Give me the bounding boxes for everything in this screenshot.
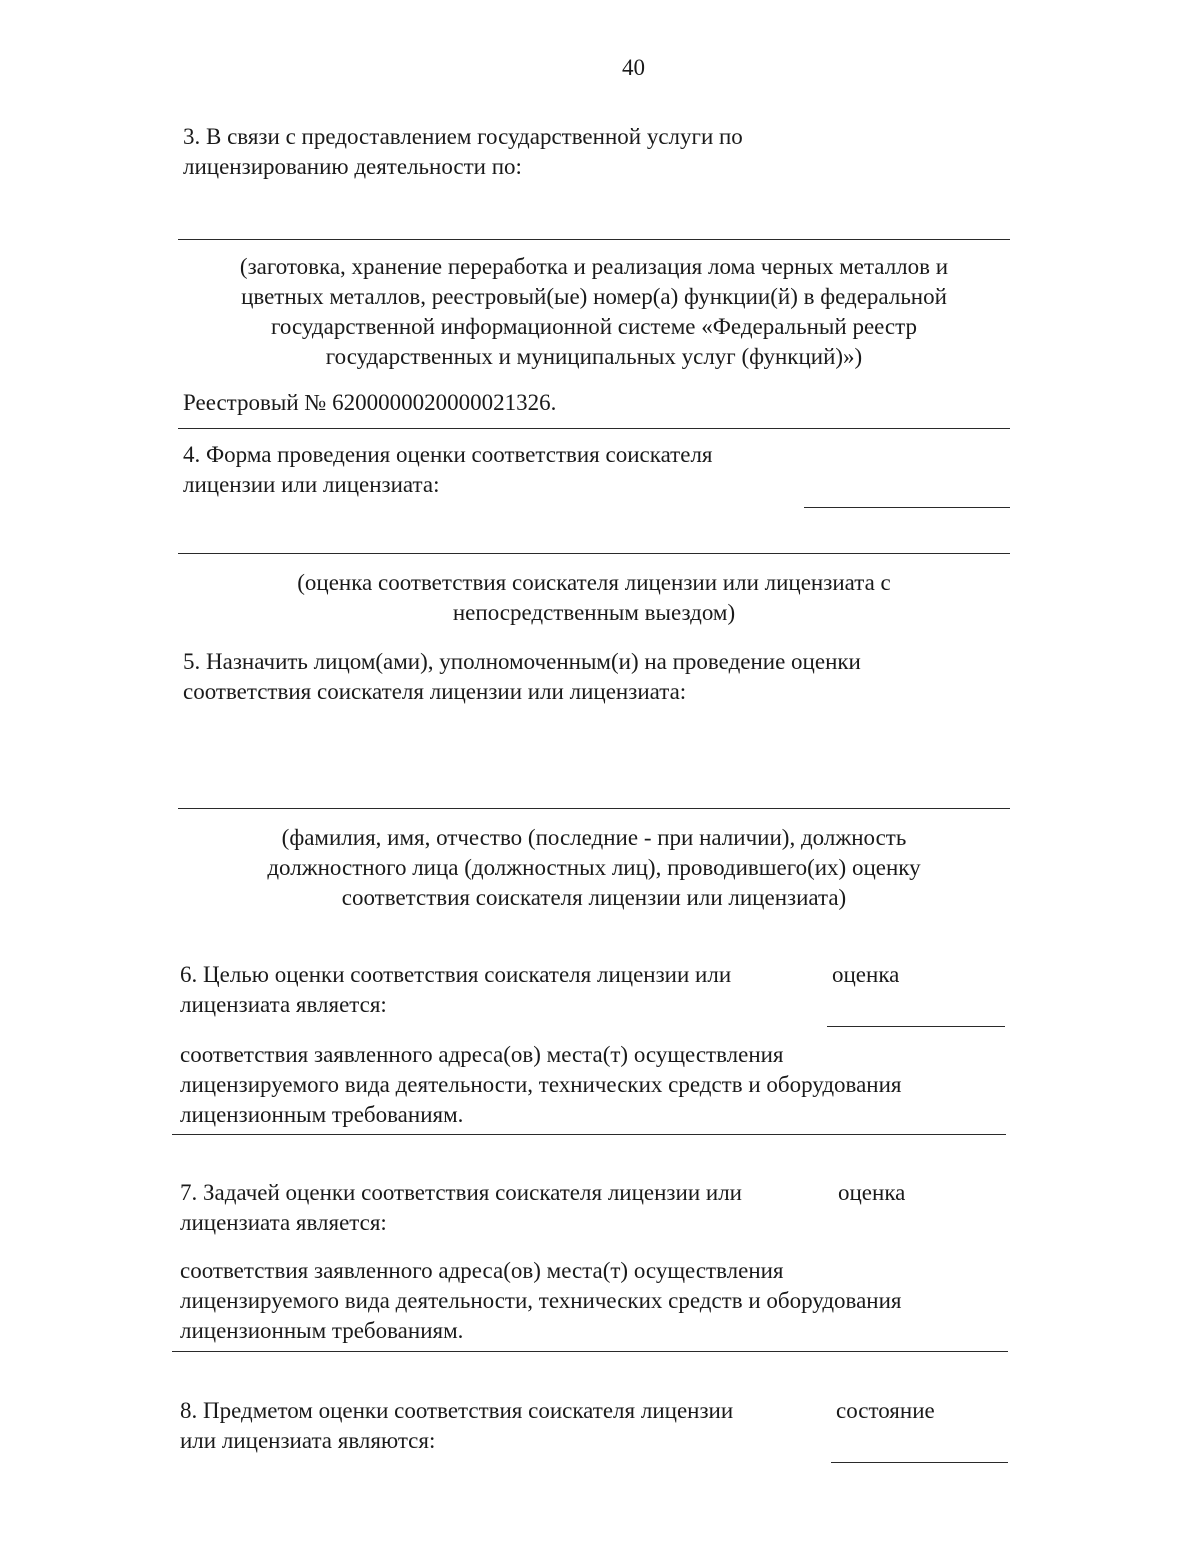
section-6-answer-start: оценка <box>832 962 900 987</box>
section-3-caption-line-3: государственной информационной системе «Федеральный реестр <box>271 314 917 339</box>
section-6-answer-line-1: соответствия заявленного адреса(ов) места(т) осуществления <box>180 1042 784 1067</box>
section-7-fill-line <box>172 1351 1008 1352</box>
section-5-heading-line-1: 5. Назначить лицом(ами), уполномоченным(и) на проведение оценки <box>183 649 861 674</box>
section-6-answer-line-2: лицензируемого вида деятельности, технических средств и оборудования <box>180 1072 902 1097</box>
section-7-heading-line-1: 7. Задачей оценки соответствия соискателя лицензии или <box>180 1180 742 1205</box>
section-7-answer-start: оценка <box>838 1180 906 1205</box>
section-3-heading-line-1: 3. В связи с предоставлением государственной услуги по <box>183 124 743 149</box>
section-4-caption-line-2: непосредственным выездом) <box>452 600 736 625</box>
section-7-heading-line-2: лицензиата является: <box>180 1210 387 1235</box>
section-6-heading-line-2: лицензиата является: <box>180 992 387 1017</box>
section-6-fill-line <box>172 1134 1006 1135</box>
section-6-heading-line-1: 6. Целью оценки соответствия соискателя лицензии или <box>180 962 732 987</box>
page-number: 40 <box>622 55 645 80</box>
section-8-short-fill-line <box>831 1462 1008 1463</box>
section-7-answer-line-3: лицензионным требованиям. <box>180 1318 464 1343</box>
registry-number: Реестровый № 6200000020000021326. <box>183 390 557 415</box>
section-3-caption-line-4: государственных и муниципальных услуг (функций)») <box>325 344 863 369</box>
section-4-fill-line <box>178 553 1010 554</box>
section-6-answer-line-3: лицензионным требованиям. <box>180 1102 464 1127</box>
registry-underline <box>178 428 1010 429</box>
section-5-caption-line-3: соответствия соискателя лицензии или лицензиата) <box>341 885 847 910</box>
section-3-heading-line-2: лицензированию деятельности по: <box>183 154 522 179</box>
section-6-short-fill-line <box>827 1026 1005 1027</box>
section-4-heading-line-2: лицензии или лицензиата: <box>183 472 440 497</box>
section-5-fill-line <box>178 808 1010 809</box>
section-4-short-fill-line <box>804 507 1010 508</box>
section-8-answer-start: состояние <box>836 1398 935 1423</box>
section-5-caption-line-1: (фамилия, имя, отчество (последние - при наличии), должность <box>281 825 907 850</box>
section-4-heading-line-1: 4. Форма проведения оценки соответствия соискателя <box>183 442 713 467</box>
section-3-caption-line-1: (заготовка, хранение переработка и реализация лома черных металлов и <box>239 254 949 279</box>
section-7-answer-line-1: соответствия заявленного адреса(ов) места(т) осуществления <box>180 1258 784 1283</box>
section-3-caption-line-2: цветных металлов, реестровый(ые) номер(а) функции(й) в федеральной <box>241 284 947 309</box>
section-7-answer-line-2: лицензируемого вида деятельности, технических средств и оборудования <box>180 1288 902 1313</box>
section-5-caption-line-2: должностного лица (должностных лиц), проводившего(их) оценку <box>267 855 921 880</box>
section-3-fill-line <box>178 239 1010 240</box>
section-4-caption-line-1: (оценка соответствия соискателя лицензии или лицензиата с <box>297 570 891 595</box>
section-5-heading-line-2: соответствия соискателя лицензии или лицензиата: <box>183 679 687 704</box>
section-8-heading-line-2: или лицензиата являются: <box>180 1428 436 1453</box>
section-8-heading-line-1: 8. Предметом оценки соответствия соискателя лицензии <box>180 1398 734 1423</box>
